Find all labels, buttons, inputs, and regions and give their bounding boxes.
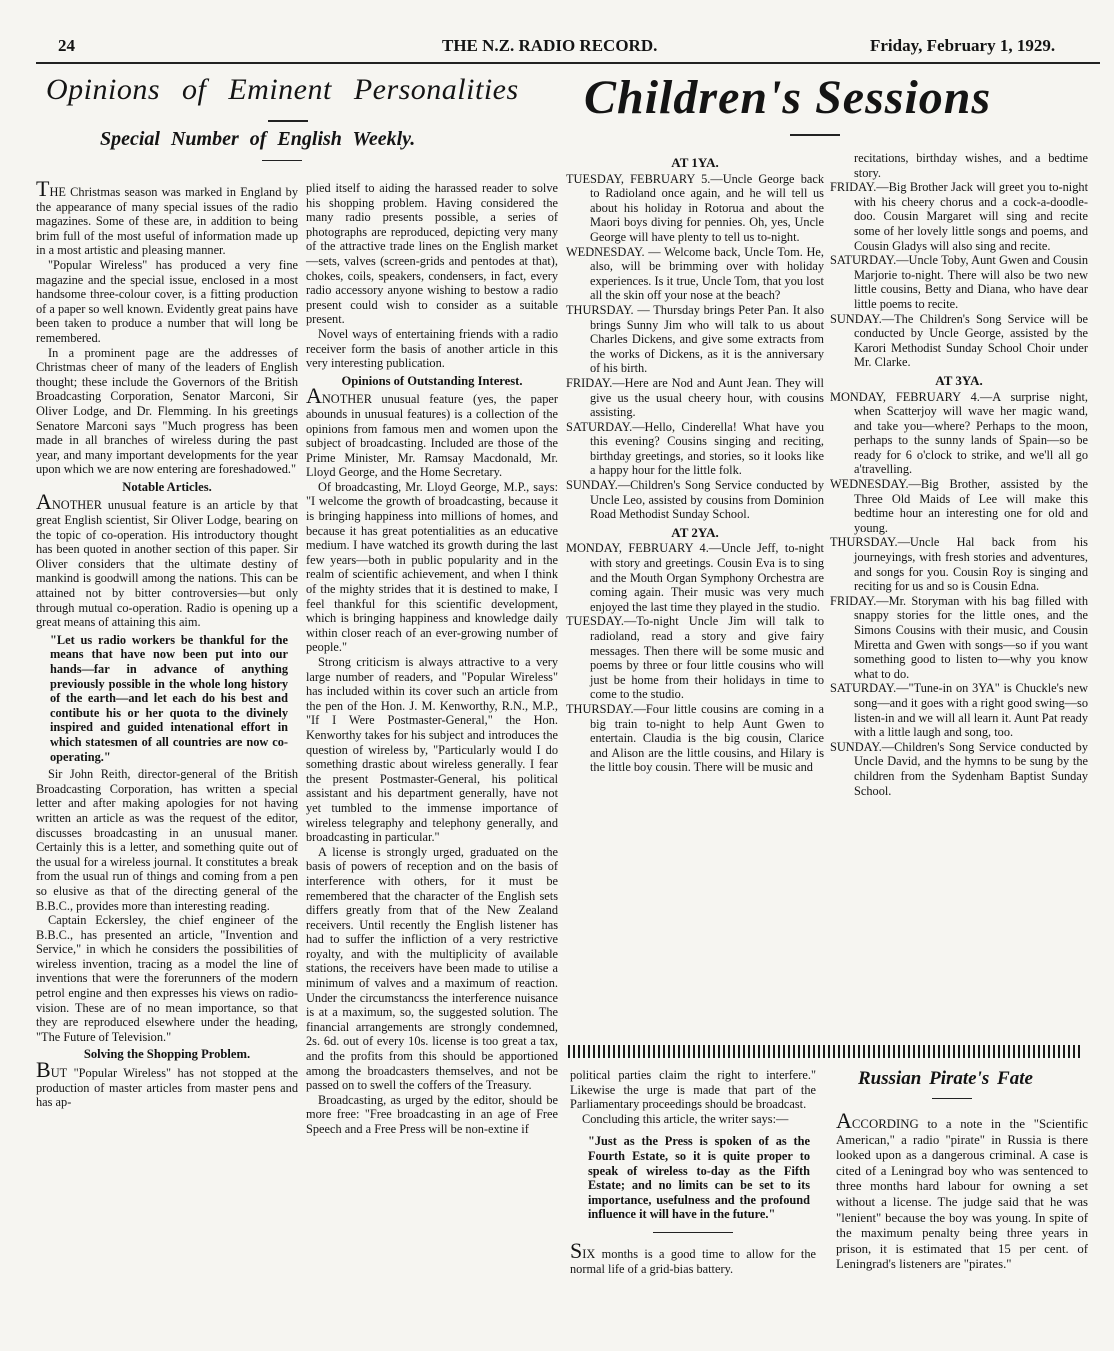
paragraph: SIX months is a good time to allow for the normal life of a grid-bias battery. bbox=[570, 1237, 816, 1276]
opinions-column-1 bbox=[36, 176, 298, 1110]
children-column-1 bbox=[566, 155, 824, 775]
paragraph: Of broadcasting, Mr. Lloyd George, M.P., says: "I welcome the growth of broadcasting, because it is bringing happiness into millions of homes, and because it has great potentialities as an educative medium. I have watched its growth during the last few years—both in public popularity and in the realm of scientific achievement, and when I think of the mighty strides that it is destined to make, I feel thankful for this scientific development, which is bringing happiness and knowledge daily within closer reach of an ever-growing number of people." bbox=[306, 479, 558, 655]
paragraph: ANOTHER unusual feature is an article by that great English scientist, Sir Oliver Lodge, bearing on the topic of co-operation. His introductory thought has been quoted in another section of this paper. Sir Oliver considers that the ultimate destiny of mankind is goodwill among the nations. This can be attained not by bitter controversies—but only through mutual co-operation. Radio is opening up a great means of attaining this aim. bbox=[36, 489, 298, 630]
session-item: SUNDAY.—The Children's Song Service will be conducted by Uncle George, assisted by the Karori Methodist Sunday School Choir under Mr. Clarke. bbox=[830, 311, 1088, 370]
paragraph: recitations, birthday wishes, and a bedtime story. bbox=[854, 151, 1088, 180]
children-title-rule bbox=[790, 134, 840, 136]
paragraph: In a prominent page are the addresses of Christmas cheer of many of the leaders of English thought; these include the Governors of the British Broadcasting Corporation, Senator Marconi, Sir Oliver Lodge, and Dr. Flemming. In his greetings Senatore Marconi says "Much progress has been made in all branches of wireless during the past year, and many important developments for the year upon which we are now entering are foreshadowed." bbox=[36, 345, 298, 477]
session-item: SATURDAY.—Hello, Cinderella! What have you this evening? Cousins singing and reciting, birthday greetings, and stories, so it looks like a happy hour for the little folk. bbox=[566, 419, 824, 478]
session-item: SATURDAY.—"Tune-in on 3YA" is Chuckle's new song—and it goes with a right good swing—so listen-in and we will all learn it. Aunt Pat ready with a little laugh and song, too. bbox=[830, 681, 1088, 740]
subheading: Solving the Shopping Problem. bbox=[83, 1047, 251, 1062]
session-item: FRIDAY.—Here are Nod and Aunt Jean. They will give us the usual cheery hour, with cousins assisting. bbox=[566, 375, 824, 420]
russian-pirate-title: Russian Pirate's Fate bbox=[858, 1068, 1033, 1089]
issue-date: Friday, February 1, 1929. bbox=[870, 36, 1056, 55]
session-item: FRIDAY.—Mr. Storyman with his bag filled with snappy stories for the little ones, and the Simons Cousins with their music, and Cousin Miretta and Gwen with songs—so if you want something good to listen to—why you know what to do. bbox=[830, 593, 1088, 681]
paragraph: Concluding this article, the writer says:— bbox=[582, 1111, 789, 1126]
session-item: THURSDAY. — Thursday brings Peter Pan. It also brings Sunny Jim who will talk to us about Charles Dickens, and give some extracts from the works of Dickens, as it is the anniversary of his birth. bbox=[566, 302, 824, 376]
paragraph: ANOTHER unusual feature (yes, the paper abounds in unusual features) is a collection of the opinions from famous men and women upon the subject of broadcasting. Included are those of the Prime Minister, Mr. Ramsay Macdonald, Mr. Lloyd George, and the Home Secretary. bbox=[306, 383, 558, 480]
station-heading-1ya: AT 1YA. bbox=[671, 155, 719, 170]
separator-stripe bbox=[568, 1045, 1081, 1058]
header-rule bbox=[36, 62, 1100, 64]
filler-rule bbox=[653, 1232, 733, 1233]
session-item: TUESDAY, FEBRUARY 5.—Uncle George back to Radioland once again, and he will tell us about his holiday in Rotorua and about the Maori boys diving for pennies. Oh, yes, Uncle George will have plenty to tell us to-night. bbox=[566, 171, 824, 244]
opinions-title-rule bbox=[268, 120, 308, 122]
session-item: MONDAY, FEBRUARY 4.—Uncle Jeff, to-night with story and greetings. Cousin Eva is to sing and the Mouth Organ Symphony Orchestra are coming again. Their music was very much enjoyed the last time they played in the studio. bbox=[566, 541, 824, 614]
opinions-subtitle-rule bbox=[262, 160, 302, 161]
paragraph: Sir John Reith, director-general of the British Broadcasting Corporation, has written a special letter and after making apologies for not having written an article as was the request of the editor, discusses broadcasting in an unusual maner. Certainly this is a letter, and something quite out of the usual for a wireless journal. It constitutes a break from the usual run of things and coming from a pen so elusive as that of the directing general of the B.B.C., provides more than interesting reading. bbox=[36, 767, 298, 913]
station-heading-2ya: AT 2YA. bbox=[671, 524, 719, 540]
opinions-title: Opinions of Eminent Personalities bbox=[46, 73, 519, 106]
paragraph: ACCORDING to a note in the "Scientific American," a radio "pirate" in Russia is there looked upon as a dangerous criminal. A case is cited of a Leningrad boy who was sentenced to three months hard labour for owning a set without a license. The judge said that he was "lenient" because the boy was young. In spite of the maximum penalty being three years in prison, it is estimated that 15 per cent. of Leningrad's listeners are "pirates." bbox=[836, 1108, 1088, 1272]
session-item: WEDNESDAY. — Welcome back, Uncle Tom. He, also, will be brimming over with holiday experiences. Is it true, Uncle Tom, that you lost all the skin off your nose at the beach? bbox=[566, 244, 824, 303]
opinions-column-2 bbox=[306, 181, 558, 1137]
session-item: THURSDAY.—Uncle Hal back from his journeyings, with fresh stories and adventures, and songs for you. Cousin Roy is singing and reciting for us and so is Cousin Edna. bbox=[830, 535, 1088, 594]
session-item: WEDNESDAY.—Big Brother, assisted by the Three Old Maids of Lee will make this bedtime hour an interesting one for old and young. bbox=[830, 477, 1088, 535]
paragraph: Captain Eckersley, the chief engineer of the B.B.C., has presented an article, "Invention and Service," in which he considers the possibilities of wireless invention, tracing as a model the line of inventions that were the forerunners of the modern petrol engine and then expresses his views on radio-vision. These are of no mean importance, so that they are reproduced elsewhere under the heading, "The Future of Television." bbox=[36, 913, 298, 1044]
session-item: TUESDAY.—To-night Uncle Jim will talk to radioland, read a story and give fairy messages. Then there will be some music and poems by three or four little cousins who will just be home from their holidays in time to come to the studio. bbox=[566, 614, 824, 702]
children-sessions-title: Children's Sessions bbox=[584, 71, 992, 124]
paragraph: "Popular Wireless" has produced a very fine magazine and the special issue, enclosed in a most handsome three-colour cover, is a fitting production of a paper so well known. Evidently great pains have been taken to produce a number that will long be remembered. bbox=[36, 257, 298, 345]
lodge-quote: "Let us radio workers be thankful for the means that have now been put into our hands—far in advance of anything previously possible in the whole long history of the earth—and let each do his best and contibute his or her quota to the divinely inspired and guided intenational effort in which statesmen of all countries are now co-operating." bbox=[50, 632, 288, 764]
paragraph: Strong criticism is always attractive to a very large number of readers, and "Popular Wireless" has included within its cover such an article from the pen of the Hon. J. M. Kenworthy, R.N., M.P., "If I Were Postmaster-General," the Hon. Kenworthy takes for his subject and introduces the question of wireless by, "Particularly would I do something drastic about wireless generally. I fear the present Postmaster-General, his political assistant and his department generally, have not yet tumbled to the immense importance of wireless telegraphy and telephony generally, and broadcasting in particular." bbox=[306, 655, 558, 845]
paragraph: BUT "Popular Wireless" has not stopped at the production of master articles from master pens and has ap- bbox=[36, 1057, 298, 1110]
session-item: SUNDAY.—Children's Song Service conducted by Uncle Leo, assisted by cousins from Dominion Road Methodist Sunday School. bbox=[566, 478, 824, 522]
publication-title: THE N.Z. RADIO RECORD. bbox=[442, 36, 658, 55]
paragraph: Novel ways of entertaining friends with a radio receiver form the basis of another article in this very interesting publication. bbox=[306, 326, 558, 371]
opinions-column-3 bbox=[570, 1068, 816, 1276]
station-heading-3ya: AT 3YA. bbox=[935, 372, 983, 388]
paragraph: THE Christmas season was marked in England by the appearance of many special issues of the radio magazines. Some of these are, in addition to being brim full of the most useful of information made up in a most artistic and pleasing manner. bbox=[36, 176, 298, 258]
session-item: SATURDAY.—Uncle Toby, Aunt Gwen and Cousin Marjorie to-night. There will also be two new little cousins, Betty and Diana, who have dear little poems to recite. bbox=[830, 253, 1088, 311]
fifth-estate-quote: "Just as the Press is spoken of as the Fourth Estate, so it is quite proper to speak of wireless to-day as the Fifth Estate; and no limits can be set to its importance, usefulness and the profound influence it will have in the future." bbox=[588, 1134, 810, 1222]
russian-pirate-article bbox=[836, 1108, 1088, 1273]
subheading: Notable Articles. bbox=[122, 479, 212, 494]
session-item: MONDAY, FEBRUARY 4.—A surprise night, when Scatterjoy will wave her magic wand, and take you—where? Perhaps to the moon, perhaps to the sunny lands of Spain—so be ready for 6 o'clock to strike, and we'll all go a'travelling. bbox=[830, 389, 1088, 477]
page-number: 24 bbox=[58, 36, 75, 55]
children-column-2 bbox=[830, 151, 1088, 798]
session-item: THURSDAY.—Four little cousins are coming in a big train to-night to help Aunt Gwen to entertain. Claudia is the big cousin, Clarice and Alison are the little cousins, and Hilary is the little boy cousin. There will be music and bbox=[566, 701, 824, 775]
subheading: Opinions of Outstanding Interest. bbox=[341, 373, 523, 388]
opinions-subtitle: Special Number of English Weekly. bbox=[100, 128, 416, 150]
paragraph: political parties claim the right to interfere." Likewise the urge is made that part of the Parliamentary proceedings should be broadcast. bbox=[570, 1068, 816, 1112]
paragraph: A license is strongly urged, graduated on the basis of powers of reception and on the basis of interference with others, for it must be remembered that the character of the English sets differs greatly from that of the New Zealand receivers. Until recently the English listener has had to suffer the infliction of a very restrictive royalty, and with the multiplicity of available stations, the receivers have been made to utilise a minimum of valves and a maximum of reaction. Under the circumstancss the interference nuisance is at a maximum, so, the suggested solution. The financial arrangements are strongly condemned, 2s. 6d. out of every 10s. license is too great a tax, and the profits from this should be apportioned among the broadcasters themselves, and not be passed on to swell the coffers of the Treasury. bbox=[306, 844, 558, 1093]
paragraph: Broadcasting, as urged by the editor, should be more free: "Free broadcasting in an age of Free Speech and a Free Press will be non-extine if bbox=[306, 1092, 558, 1136]
russian-title-rule bbox=[932, 1098, 972, 1099]
session-item: FRIDAY.—Big Brother Jack will greet you to-night with his cheery chorus and a cock-a-doodle-doo. Cousin Margaret will sing and recite some of her lovely little songs and poems, and Cousin Gladys will also sing and recite. bbox=[830, 180, 1088, 253]
session-item: SUNDAY.—Children's Song Service conducted by Uncle David, and the hymns to be sung by the children from the Sydenham Baptist Sunday School. bbox=[830, 739, 1088, 798]
paragraph: plied itself to aiding the harassed reader to solve his shopping problem. Having considered the many radio presents possible, a series of photographs are reproduced, depicting very many of the attractive trade lines on the English market—sets, valves (screen-grids and pentodes at that), chokes, coils, speakers, condensers, in fact, every radio accessory anyone wishing to bestow a radio present could wish to consider as a suitable present. bbox=[306, 181, 558, 327]
